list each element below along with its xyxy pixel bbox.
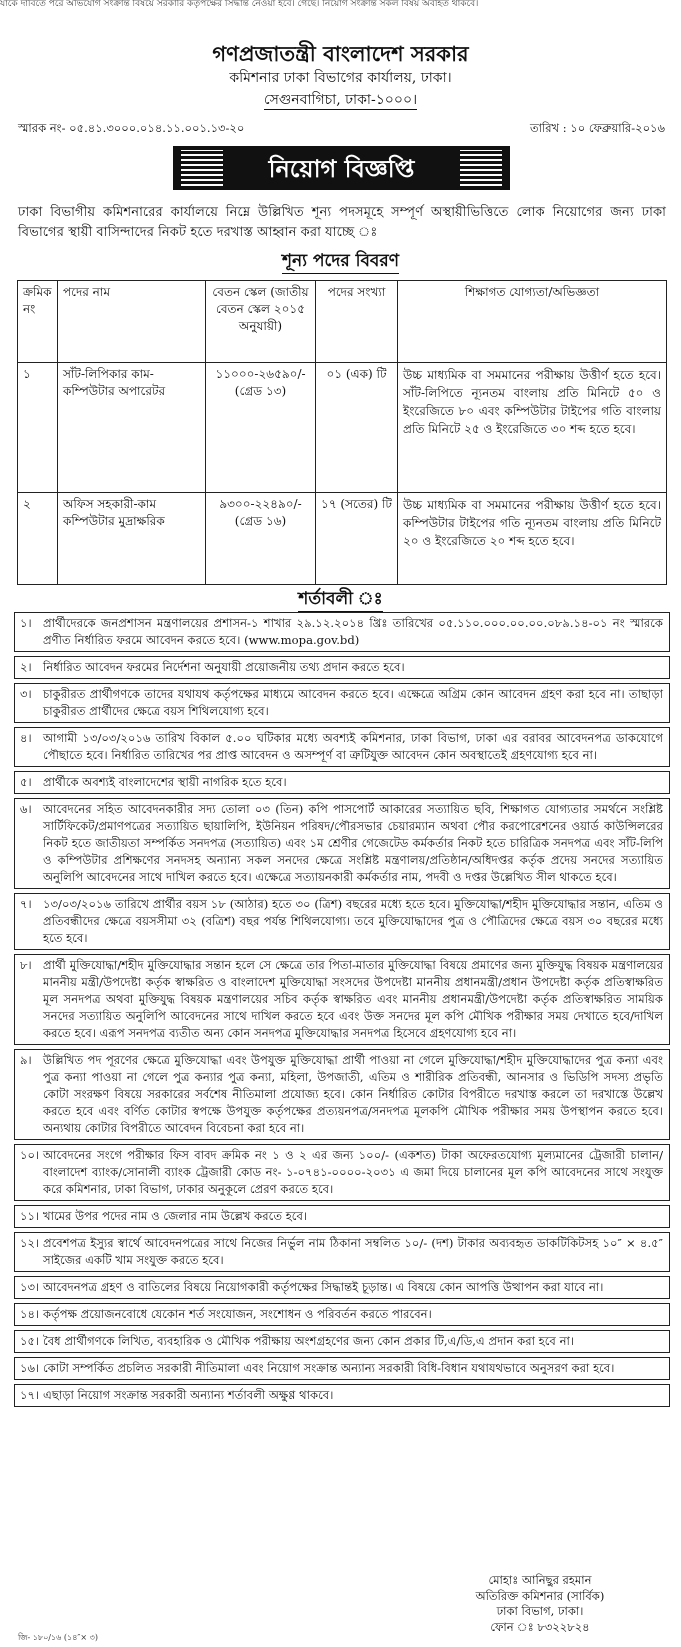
condition-number: ১০।	[20, 1148, 40, 1162]
cell-serial: ২	[18, 493, 58, 585]
condition-item	[14, 683, 670, 723]
table-row	[18, 363, 667, 493]
signature-block	[430, 1573, 650, 1635]
condition-item	[14, 727, 670, 767]
cell-serial: ১	[18, 363, 58, 493]
conditions-heading	[0, 586, 681, 614]
notice-banner	[173, 146, 510, 190]
condition-text: খামের উপর পদের নাম ও জেলার নাম উল্লেখ করতে হবে।	[43, 1209, 308, 1223]
office-name: কমিশনার ঢাকা বিভাগের কার্যালয়, ঢাকা।	[229, 70, 452, 86]
signatory-name: মোহাঃ আনিছুর রহমান	[488, 1573, 592, 1587]
condition-item	[14, 1330, 670, 1353]
condition-number: ৯।	[20, 1053, 32, 1067]
office-address	[0, 88, 681, 112]
condition-text: প্রার্থীদেরকে জনপ্রশাসন মন্ত্রণালয়ের প্রশাসন-১ শাখার ২৯.১২.২০১৪ খ্রিঃ তারিখের ০৫.১১০.০০০.০০.০০.০৮৯.১৪-০১ নং স্মারকে প্রণীত নির্ধারিত ফরমে আবেদন করতে হবে। (www.mopa.gov.bd)	[43, 616, 663, 647]
condition-number: ৩।	[20, 687, 32, 701]
condition-text: আবেদনপত্র গ্রহণ ও বাতিলের বিষয়ে নিয়োগকারী কর্তৃপক্ষের সিদ্ধান্তই চূড়ান্ত। এ বিষয়ে কোন আপত্তি উত্থাপন করা যাবে না।	[43, 1280, 604, 1294]
table-header-row	[18, 281, 667, 363]
condition-text: এছাড়া নিয়োগ সংক্রান্ত সরকারী অন্যান্য শর্তাবলী অক্ষুণ্ণ থাকবে।	[43, 1388, 334, 1402]
cell-count: ০১ (এক) টি	[316, 363, 398, 493]
signatory-division: ঢাকা বিভাগ, ঢাকা।	[496, 1604, 584, 1618]
condition-number: ৭।	[20, 897, 32, 911]
office-address-text: সেগুনবাগিচা, ঢাকা-১০০০।	[263, 92, 418, 108]
condition-number: ১৭।	[20, 1388, 40, 1402]
scale-value: ৯৩০০-২২৪৯০/-	[219, 497, 302, 511]
condition-text: আবেদনের সংগে পরীক্ষার ফিস বাবদ ক্রমিক নং ১ ও ২ এর জন্য ১০০/- (একশত) টাকা অফেরতযোগ্য মূল্যমানের ট্রেজারী চালান/বাংলাদেশ ব্যাংক/সোনালী ব্যাংক ট্রেজারী কোড নং- ১-০৭৪১-০০০০-২০৩১ এ জমা দিয়ে চালানের মূল কপি আবেদনের সাথে সংযুক্ত করে কমিশনার, ঢাকা বিভাগ, ঢাকার অনুকূলে প্রেরণ করতে হবে।	[43, 1148, 663, 1196]
condition-item	[14, 771, 670, 794]
condition-text: কর্তৃপক্ষ প্রয়োজনবোধে যেকোন শর্ত সংযোজন, সংশোধন ও পরিবর্তন করতে পারবেন।	[43, 1307, 432, 1321]
condition-number: ১৩।	[20, 1280, 40, 1294]
col-header-serial: ক্রমিক নং	[18, 281, 58, 363]
condition-text: প্রবেশপত্র ইস্যুর স্বার্থে আবেদনপত্রের সাথে নিজের নির্ভুল নাম ঠিকানা সম্বলিত ১০/- (দশ) টাকার অব্যবহৃত ডাকটিকিটসহ ১০″ × ৪.৫″ সাইজের একটি খাম সংযুক্ত করতে হবে।	[43, 1236, 663, 1267]
signatory-designation: অতিরিক্ত কমিশনার (সার্বিক)	[475, 1588, 605, 1603]
condition-text: উল্লিখিত পদ পূরণের ক্ষেত্রে মুক্তিযোদ্ধা এবং উপযুক্ত মুক্তিযোদ্ধা প্রার্থী পাওয়া না গেলে মুক্তিযোদ্ধা/শহীদ মুক্তিযোদ্ধাদের পুত্র কন্যা এবং পুত্র কন্যা পাওয়া না গেলে পুত্র কন্যার পুত্র কন্যা, মহিলা, উপজাতী, এতিম ও শারীরিক প্রতিবন্ধী, আনসার ও ভিডিপি সদস্য প্রভৃতি কোটা সংরক্ষণ বিষয়ে সরকারের সর্বশেষ নীতিমালা প্রযোজ্য হবে। কোন নির্ধারিত কোটার বিপরীতে দরখাস্ত করলে তা দরখাস্তে উল্লেখ করতে হবে এবং বর্ণিত কোটার স্বপক্ষে উপযুক্ত কর্তৃপক্ষের প্রত্যয়নপত্র/সনদপত্র মূলকপি মৌখিক পরীক্ষার সময় উপস্থাপন করতে হবে। অন্যথায় কোটার বিপরীতে আবেদন বিবেচনা করা হবে না।	[43, 1053, 664, 1135]
condition-text: বৈধ প্রার্থীগণকে লিখিত, ব্যবহারিক ও মৌখিক পরীক্ষায় অংশগ্রহণের জন্য কোন প্রকার টি,এ/ডি,এ প্রদান করা হবে না।	[43, 1334, 574, 1348]
condition-item	[14, 798, 670, 889]
condition-item	[14, 1144, 670, 1201]
cell-post: অফিস সহকারী-কাম কম্পিউটার মুদ্রাক্ষরিক	[58, 493, 206, 585]
condition-number: ১।	[20, 616, 32, 630]
cell-qualification: উচ্চ মাধ্যমিক বা সমমানের পরীক্ষায় উত্তীর্ণ হতে হবে। সাঁট-লিপিতে ন্যূনতম বাংলায় প্রতি মিনিটে ৫০ ও ইংরেজিতে ৮০ এবং কম্পিউটার টাইপের গতি বাংলায় প্রতি মিনিটে ২৫ ও ইংরেজিতে ৩০ শব্দ হতে হবে।	[398, 363, 667, 493]
notice-date: তারিখ : ১০ ফেব্রুয়ারি-২০১৬	[529, 121, 665, 135]
condition-number: ২।	[20, 660, 32, 674]
condition-number: ১৪।	[20, 1307, 40, 1321]
cropped-top-text: যাকে দাবিতে পরে অভিযোগ সংক্রান্ত বিষয়ে সরকারি কর্তৃপক্ষের সিদ্ধান্ত নেওয়া হবে। গেছে। নিয়োগ সংক্রান্ত সকল বিষয় অবহিত থাকবে।	[0, 0, 479, 8]
cell-scale	[206, 363, 316, 493]
scale-value: ১১০০০-২৬৫৯০/-	[215, 367, 306, 381]
vacancy-heading	[0, 248, 681, 276]
condition-number: ৬।	[20, 802, 32, 816]
condition-item	[14, 656, 670, 679]
condition-item	[14, 1205, 670, 1228]
banner-title: নিয়োগ বিজ্ঞপ্তি	[268, 154, 415, 183]
print-code: জি- ১৮০/১৬ (১৪″× ৩)	[18, 1633, 98, 1642]
table-row	[18, 493, 667, 585]
signatory-phone: ফোন ঃ ৮৩২২৮২৪	[490, 1619, 590, 1634]
condition-item	[14, 1303, 670, 1326]
condition-number: ১৫।	[20, 1334, 40, 1348]
condition-text: প্রার্থীকে অবশ্যই বাংলাদেশের স্থায়ী নাগরিক হতে হবে।	[43, 775, 287, 789]
condition-text: প্রার্থী মুক্তিযোদ্ধা/শহীদ মুক্তিযোদ্ধার সন্তান হলে সে ক্ষেত্রে তার পিতা-মাতার মুক্তিযোদ্ধা বিষয়ে প্রমাণের জন্য মুক্তিযুদ্ধ বিষয়ক মন্ত্রণালয়ের মাননীয় মন্ত্রী/উপদেষ্টা কর্তৃক স্বাক্ষরিত ও বাংলাদেশ মুক্তিযোদ্ধা সংসদের উপদেষ্টা মাননীয় প্রধানমন্ত্রী/প্রধান উপদেষ্টা কর্তৃক প্রতিস্বাক্ষরিত মূল সনদপত্র অথবা মুক্তিযুদ্ধ বিষয়ক মন্ত্রণালয়ের সচিব কর্তৃক স্বাক্ষরিত এবং মাননীয় প্রধানমন্ত্রী/উপদেষ্টা কর্তৃক প্রতিস্বাক্ষরিত সাময়িক সনদের সত্যায়িত অনুলিপি আবেদনের সাথে দাখিল করতে হবে এবং উক্ত সনদের মূল কপি মৌখিক পরীক্ষার সময় দেখাতে হবে/দাখিল করতে হবে। এরূপ সনদপত্র ব্যতীত অন্য কোন সনদপত্র মুক্তিযোদ্ধার সনদপত্র হিসেবে গ্রহণযোগ্য হবে না।	[43, 958, 663, 1040]
col-header-count: পদের সংখ্যা	[316, 281, 398, 363]
conditions-heading-text: শর্তাবলী ঃ	[298, 589, 382, 612]
condition-number: ৮।	[20, 958, 32, 972]
cell-qualification: উচ্চ মাধ্যমিক বা সমমানের পরীক্ষায় উত্তীর্ণ হতে হবে। কম্পিউটার টাইপের গতি ন্যূনতম বাংলায় প্রতি মিনিটে ২০ ও ইংরেজিতে ২০ শব্দ হতে হবে।	[398, 493, 667, 585]
condition-number: ৪।	[20, 731, 32, 745]
cell-post: সাঁট-লিপিকার কাম-কম্পিউটার অপারেটর	[58, 363, 206, 493]
grade-value: (গ্রেড ১৩)	[234, 384, 287, 398]
condition-text: আগামী ১৩/০৩/২০১৬ তারিখ বিকাল ৫.০০ ঘটিকার মধ্যে অবশ্যই কমিশনার, ঢাকা বিভাগ, ঢাকা এর বরাবর আবেদনপত্র ডাকযোগে পৌছাতে হবে। নির্ধারিত তারিখের পর প্রাপ্ত আবেদন ও অসম্পূর্ণ বা ত্রুটিযুক্ত আবেদন কোন অবস্থাতেই গ্রহণযোগ্য হবে না।	[43, 731, 663, 762]
condition-item	[14, 1049, 670, 1140]
condition-text: আবেদনের সহিত আবেদনকারীর সদ্য তোলা ০৩ (তিন) কপি পাসপোর্ট আকারের সত্যায়িত ছবি, শিক্ষাগত যোগ্যতার সমর্থনে সংশ্লিষ্ট সার্টিফিকেট/প্রমাণপত্রের সত্যায়িত ছায়ালিপি, ইউনিয়ন পরিষদ/পৌরসভার চেয়ারম্যান অথবা পৌর করপোরেশনের ওয়ার্ড কাউন্সিলরের নিকট হতে জাতীয়তা সম্পর্কিত সনদপত্র (সত্যায়িত) এবং ১ম শ্রেণীর গেজেটেড কর্মকর্তার নিকট হতে চারিত্রিক সনদপত্র এবং সাঁট-লিপি ও কম্পিউটার প্রশিক্ষণের সনদসহ অন্যান্য সকল সনদের ক্ষেত্রে সংশ্লিষ্ট মন্ত্রণালয়/প্রতিষ্ঠান/অধিদপ্তর কর্তৃক প্রদেয় সনদের সত্যায়িত অনুলিপি আবেদনের সাথে দাখিল করতে হবে। এক্ষেত্রে সত্যায়নকারী কর্মকর্তার নাম, পদবী ও দপ্তর উল্লেখিত সীল থাকতে হবে।	[43, 802, 663, 884]
condition-item	[14, 1357, 670, 1380]
condition-item	[14, 954, 670, 1045]
condition-text: ১৩/০৩/২০১৬ তারিখে প্রার্থীর বয়স ১৮ (আঠার) হতে ৩০ (ত্রিশ) বছরের মধ্যে হতে হবে। মুক্তিযোদ্ধা/শহীদ মুক্তিযোদ্ধার সন্তান, এতিম ও প্রতিবন্ধীদের ক্ষেত্রে বয়সসীমা ৩২ (বত্রিশ) বছর পর্যন্ত শিথিলযোগ্য। তবে মুক্তিযোদ্ধাদের পুত্র ও পৌত্রিদের ক্ষেত্রে বয়স ৩০ বছরের মধ্যে হতে হবে।	[43, 897, 663, 945]
condition-number: ১১।	[20, 1209, 40, 1223]
cell-count: ১৭ (সতের) টি	[316, 493, 398, 585]
vacancy-table	[17, 280, 667, 585]
cell-scale	[206, 493, 316, 585]
condition-number: ১৬।	[20, 1361, 40, 1375]
condition-item	[14, 1232, 670, 1272]
condition-item	[14, 893, 670, 950]
grade-value: (গ্রেড ১৬)	[234, 514, 287, 528]
condition-number: ৫।	[20, 775, 32, 789]
col-header-post: পদের নাম	[58, 281, 206, 363]
condition-item	[14, 1276, 670, 1299]
vacancy-heading-text: শূন্য পদের বিবরণ	[282, 251, 399, 274]
condition-text: কোটা সম্পর্কিত প্রচলিত সরকারী নীতিমালা এবং নিয়োগ সংক্রান্ত অন্যান্য সরকারী বিধি-বিধান যথাযথভাবে অনুসরণ করা হবে।	[43, 1361, 615, 1375]
condition-item	[14, 612, 670, 652]
condition-item	[14, 1384, 670, 1407]
government-title: গণপ্রজাতন্ত্রী বাংলাদেশ সরকার	[212, 41, 469, 66]
condition-text: নির্ধারিত আবেদন ফরমের নির্দেশনা অনুযায়ী প্রয়োজনীয় তথ্য প্রদান করতে হবে।	[43, 660, 405, 674]
col-header-scale: বেতন স্কেল (জাতীয় বেতন স্কেল ২০১৫ অনুযায়ী)	[206, 281, 316, 363]
condition-text: চাকুরীরত প্রার্থীগণকে তাদের যথাযথ কর্তৃপক্ষের মাধ্যমে আবেদন করতে হবে। এক্ষেত্রে অগ্রিম কোন আবেদন গ্রহণ করা হবে না। তাছাড়া চাকুরীরত প্রার্থীদের ক্ষেত্রে বয়স শিথিলযোগ্য হবে।	[43, 687, 663, 718]
condition-number: ১২।	[20, 1236, 40, 1250]
col-header-qualification: শিক্ষাগত যোগ্যতা/অভিজ্ঞতা	[398, 281, 667, 363]
intro-paragraph: ঢাকা বিভাগীয় কমিশনারের কার্যালয়ে নিম্নে উল্লিখিত শূন্য পদসমূহে সম্পূর্ণ অস্থায়ীভিত্তিতে লোক নিয়োগের জন্য ঢাকা বিভাগের স্থায়ী বাসিন্দাদের নিকট হতে দরখাস্ত আহ্বান করা যাচ্ছে ঃ	[18, 205, 666, 240]
conditions-list	[14, 612, 670, 1411]
memo-number: স্মারক নং- ০৫.৪১.৩০০০.০১৪.১১.০০১.১৩-২০	[18, 121, 245, 135]
